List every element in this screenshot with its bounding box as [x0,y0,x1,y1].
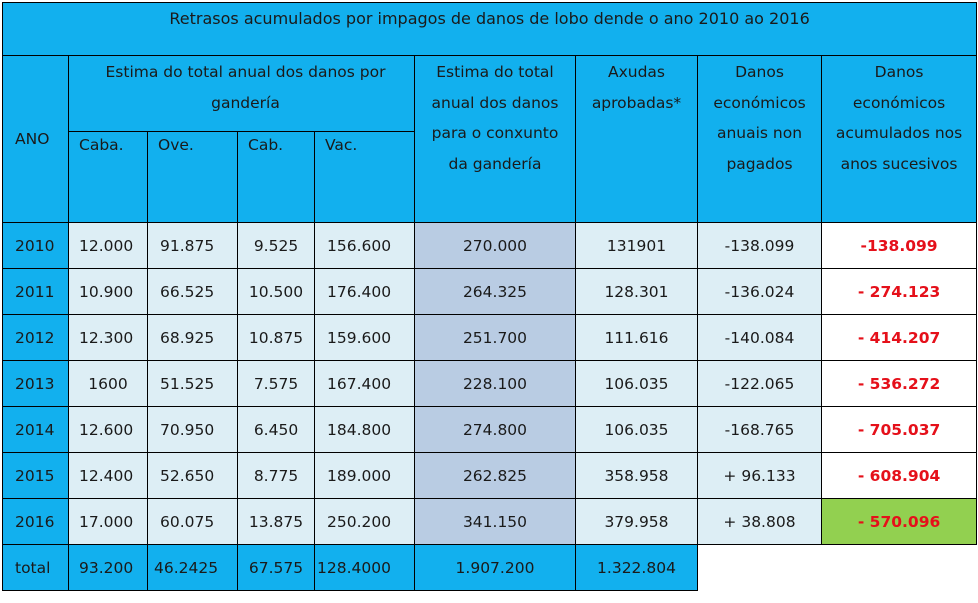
total-cell: 270.000 [415,223,576,269]
total-cell: 228.100 [415,361,576,407]
vac-cell: 159.600 [315,315,415,361]
cab-cell: 7.575 [238,361,315,407]
table-row [3,453,977,499]
ove-cell: 68.925 [148,315,238,361]
axudas-cell: 131901 [576,223,698,269]
ove-cell: 52.650 [148,453,238,499]
non-pagados-cell: + 96.133 [698,453,822,499]
ove-cell: 66.525 [148,269,238,315]
cab-cell: 6.450 [238,407,315,453]
non-pagados-cell: -168.765 [698,407,822,453]
year-cell: 2016 [3,499,69,545]
totals-ove: 46.2425 [148,545,238,591]
cab-cell: 9.525 [238,223,315,269]
totals-label: total [3,545,69,591]
total-cell: 251.700 [415,315,576,361]
acumulados-cell: -138.099 [822,223,977,269]
header-cab: Cab. [238,132,315,223]
table-row [3,269,977,315]
vac-cell: 156.600 [315,223,415,269]
header-ano: ANO [3,56,69,223]
total-cell: 274.800 [415,407,576,453]
table-row [3,361,977,407]
ove-cell: 51.525 [148,361,238,407]
vac-cell: 167.400 [315,361,415,407]
totals-axudas: 1.322.804 [576,545,698,591]
axudas-cell: 106.035 [576,407,698,453]
cab-cell: 10.875 [238,315,315,361]
totals-total: 1.907.200 [415,545,576,591]
caba-cell: 12.000 [69,223,148,269]
non-pagados-cell: -122.065 [698,361,822,407]
acumulados-cell: - 274.123 [822,269,977,315]
acumulados-cell: - 608.904 [822,453,977,499]
acumulados-cell: - 414.207 [822,315,977,361]
totals-vac: 128.4000 [315,545,415,591]
caba-cell: 12.400 [69,453,148,499]
table-row [3,407,977,453]
axudas-cell: 379.958 [576,499,698,545]
year-cell: 2014 [3,407,69,453]
year-cell: 2015 [3,453,69,499]
cab-cell: 10.500 [238,269,315,315]
year-cell: 2010 [3,223,69,269]
non-pagados-cell: + 38.808 [698,499,822,545]
total-cell: 264.325 [415,269,576,315]
caba-cell: 12.300 [69,315,148,361]
vac-cell: 176.400 [315,269,415,315]
non-pagados-cell: -138.099 [698,223,822,269]
header-caba: Caba. [69,132,148,223]
wolf-damage-table [2,2,977,591]
vac-cell: 250.200 [315,499,415,545]
header-vac: Vac. [315,132,415,223]
ove-cell: 70.950 [148,407,238,453]
header-axudas: Axudas aprobadas* [576,56,698,223]
total-cell: 341.150 [415,499,576,545]
non-pagados-cell: -136.024 [698,269,822,315]
totals-empty [698,545,977,591]
totals-row [3,545,977,591]
non-pagados-cell: -140.084 [698,315,822,361]
acumulados-cell: - 705.037 [822,407,977,453]
caba-cell: 1600 [69,361,148,407]
header-acumulados: Danos económicos acumulados nos anos sucesivos [822,56,977,223]
axudas-cell: 128.301 [576,269,698,315]
header-estima-ganderia: Estima do total anual dos danos por gandería [69,56,415,132]
cab-cell: 8.775 [238,453,315,499]
axudas-cell: 358.958 [576,453,698,499]
header-non-pagados: Danos económicos anuais non pagados [698,56,822,223]
ove-cell: 91.875 [148,223,238,269]
acumulados-cell-highlight: - 570.096 [822,499,977,545]
table-row [3,499,977,545]
table-title: Retrasos acumulados por impagos de danos de lobo dende o ano 2010 ao 2016 [3,3,977,56]
ove-cell: 60.075 [148,499,238,545]
totals-caba: 93.200 [69,545,148,591]
axudas-cell: 111.616 [576,315,698,361]
acumulados-cell: - 536.272 [822,361,977,407]
table-row [3,315,977,361]
vac-cell: 184.800 [315,407,415,453]
year-cell: 2012 [3,315,69,361]
axudas-cell: 106.035 [576,361,698,407]
vac-cell: 189.000 [315,453,415,499]
year-cell: 2013 [3,361,69,407]
caba-cell: 12.600 [69,407,148,453]
totals-cab: 67.575 [238,545,315,591]
caba-cell: 17.000 [69,499,148,545]
table-row [3,223,977,269]
header-ove: Ove. [148,132,238,223]
cab-cell: 13.875 [238,499,315,545]
year-cell: 2011 [3,269,69,315]
header-estima-conxunto: Estima do total anual dos danos para o conxunto da gandería [415,56,576,223]
caba-cell: 10.900 [69,269,148,315]
total-cell: 262.825 [415,453,576,499]
